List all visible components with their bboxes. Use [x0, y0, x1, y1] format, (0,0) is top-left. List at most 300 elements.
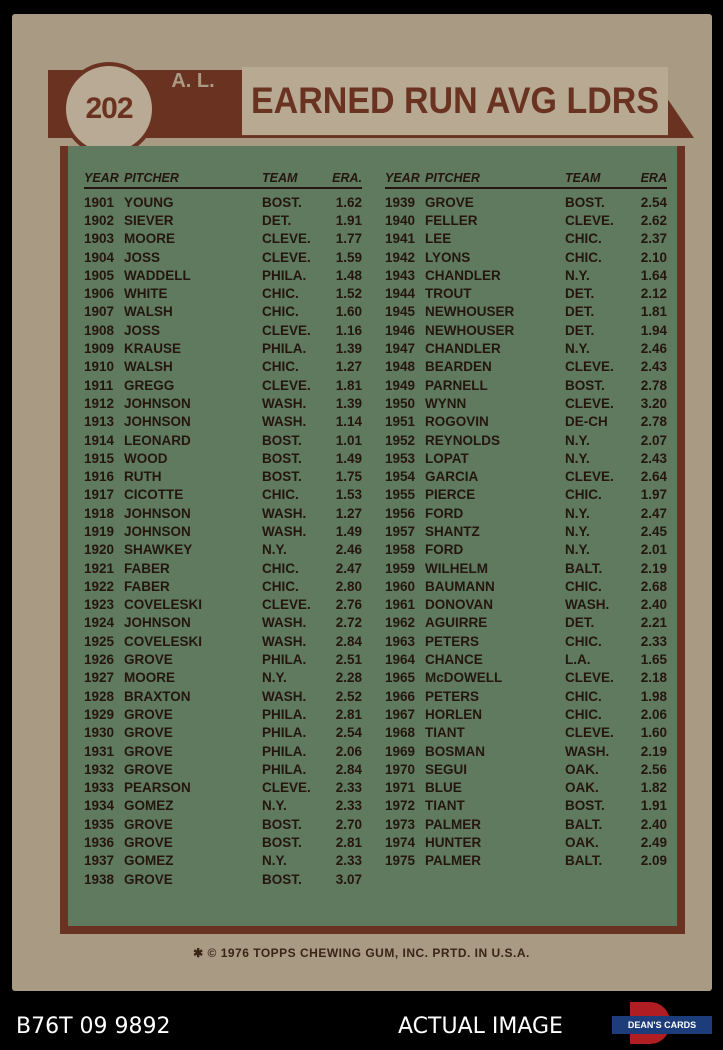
header-era: ERA.	[332, 171, 362, 185]
year-cell: 1909	[84, 341, 115, 357]
year-cell: 1975	[385, 853, 416, 869]
pitcher-cell: NEWHOUSER	[425, 322, 515, 338]
era-cell: 1.81	[335, 377, 362, 393]
pitcher-cell: GROVE	[124, 652, 173, 668]
pitcher-cell: TROUT	[425, 286, 472, 302]
pitcher-cell: KRAUSE	[124, 341, 182, 357]
team-cell: CLEVE.	[565, 725, 614, 741]
team-cell: BALT.	[565, 816, 603, 832]
era-cell: 2.37	[640, 231, 667, 247]
era-cell: 1.81	[640, 304, 667, 320]
pitcher-cell: BLUE	[425, 780, 462, 796]
year-cell: 1926	[84, 652, 115, 668]
era-cell: 2.21	[640, 615, 667, 631]
era-cell: 2.07	[640, 432, 667, 448]
year-cell: 1902	[84, 212, 115, 228]
pitcher-cell: GROVE	[124, 743, 173, 759]
team-cell: BOST.	[262, 450, 302, 466]
team-cell: DET.	[565, 286, 595, 302]
team-cell: OAK.	[565, 780, 599, 796]
pitcher-cell: JOSS	[124, 322, 161, 338]
year-cell: 1955	[385, 487, 416, 503]
table-row	[385, 797, 667, 815]
team-cell: N.Y.	[565, 523, 590, 539]
year-cell: 1954	[385, 469, 416, 485]
pitcher-cell: FABER	[124, 578, 170, 594]
table-row	[84, 852, 362, 870]
header-year: YEAR	[84, 171, 119, 185]
year-cell: 1951	[385, 414, 416, 430]
pitcher-cell: SIEVER	[124, 212, 174, 228]
era-cell: 1.75	[335, 469, 362, 485]
table-row	[84, 211, 362, 229]
pitcher-cell: GROVE	[425, 194, 474, 210]
era-cell: 1.48	[335, 267, 362, 283]
year-cell: 1944	[385, 286, 416, 302]
team-cell: CLEVE.	[262, 249, 311, 265]
era-cell: 1.14	[335, 414, 362, 430]
table-row	[385, 321, 667, 339]
year-cell: 1943	[385, 267, 416, 283]
table-row	[385, 632, 667, 650]
card-title: EARNED RUN AVG LDRS	[242, 67, 668, 135]
table-row	[84, 449, 362, 467]
year-cell: 1968	[385, 725, 416, 741]
team-cell: BALT.	[565, 853, 603, 869]
table-row	[385, 852, 667, 870]
era-cell: 2.68	[640, 578, 667, 594]
team-cell: OAK.	[565, 835, 599, 851]
era-cell: 2.81	[335, 706, 362, 722]
pitcher-cell: LOPAT	[425, 450, 469, 466]
pitcher-cell: WADDELL	[124, 267, 191, 283]
team-cell: WASH.	[262, 414, 307, 430]
table-row	[385, 614, 667, 632]
table-row	[84, 522, 362, 540]
team-cell: DE-CH	[565, 414, 608, 430]
pitcher-cell: GROVE	[124, 816, 173, 832]
table-row	[385, 284, 667, 302]
team-cell: N.Y.	[262, 670, 287, 686]
table-row	[84, 779, 362, 797]
table-row	[84, 559, 362, 577]
era-cell: 2.33	[335, 853, 362, 869]
actual-image-label: ACTUAL IMAGE	[398, 1014, 563, 1039]
pitcher-cell: TIANT	[425, 725, 465, 741]
team-cell: BOST.	[565, 798, 605, 814]
table-row	[385, 669, 667, 687]
era-cell: 2.28	[335, 670, 362, 686]
team-cell: DET.	[565, 322, 595, 338]
pitcher-cell: SHAWKEY	[124, 542, 193, 558]
year-cell: 1958	[385, 542, 416, 558]
table-row	[385, 577, 667, 595]
team-cell: CLEVE.	[565, 359, 614, 375]
team-cell: BOST.	[565, 194, 605, 210]
era-cell: 2.45	[640, 523, 667, 539]
pitcher-cell: GROVE	[124, 871, 173, 887]
team-cell: WASH.	[262, 615, 307, 631]
team-cell: WASH.	[262, 395, 307, 411]
table-row	[84, 742, 362, 760]
era-cell: 2.43	[640, 359, 667, 375]
year-cell: 1941	[385, 231, 416, 247]
team-cell: CHIC.	[262, 560, 299, 576]
table-row	[385, 687, 667, 705]
era-cell: 2.54	[640, 194, 667, 210]
table-row	[385, 339, 667, 357]
year-cell: 1906	[84, 286, 115, 302]
year-cell: 1959	[385, 560, 416, 576]
team-cell: CHIC.	[565, 249, 602, 265]
era-cell: 1.49	[335, 523, 362, 539]
team-cell: WASH.	[262, 633, 307, 649]
pitcher-cell: SEGUI	[425, 761, 468, 777]
team-cell: PHILA.	[262, 725, 307, 741]
team-cell: N.Y.	[565, 450, 590, 466]
year-cell: 1973	[385, 816, 416, 832]
era-cell: 2.19	[640, 560, 667, 576]
team-cell: N.Y.	[262, 798, 287, 814]
era-cell: 1.94	[640, 322, 667, 338]
table-row	[84, 230, 362, 248]
pitcher-cell: NEWHOUSER	[425, 304, 515, 320]
era-cell: 2.18	[640, 670, 667, 686]
year-cell: 1927	[84, 670, 115, 686]
era-cell: 2.84	[335, 633, 362, 649]
era-cell: 1.91	[335, 212, 362, 228]
era-cell: 1.52	[335, 286, 362, 302]
team-cell: DET.	[565, 615, 595, 631]
team-cell: CLEVE.	[262, 780, 311, 796]
table-header	[84, 170, 362, 189]
table-row	[385, 815, 667, 833]
era-cell: 2.06	[335, 743, 362, 759]
pitcher-cell: MOORE	[124, 670, 176, 686]
table-row	[84, 339, 362, 357]
copyright-line: ✱ © 1976 TOPPS CHEWING GUM, INC. PRTD. IN U.S.A.	[193, 946, 530, 960]
pitcher-cell: DONOVAN	[425, 597, 494, 613]
year-cell: 1939	[385, 194, 416, 210]
pitcher-cell: LEONARD	[124, 432, 191, 448]
stats-table-right	[385, 170, 667, 870]
year-cell: 1967	[385, 706, 416, 722]
team-cell: N.Y.	[565, 341, 590, 357]
table-header	[385, 170, 667, 189]
table-row	[385, 650, 667, 668]
era-cell: 2.46	[335, 542, 362, 558]
era-cell: 2.12	[640, 286, 667, 302]
team-cell: L.A.	[565, 652, 591, 668]
year-cell: 1915	[84, 450, 115, 466]
team-cell: CLEVE.	[565, 469, 614, 485]
era-cell: 1.49	[335, 450, 362, 466]
header-team: TEAM	[565, 171, 601, 185]
team-cell: PHILA.	[262, 743, 307, 759]
table-row	[84, 632, 362, 650]
year-cell: 1929	[84, 706, 115, 722]
pitcher-cell: GOMEZ	[124, 853, 174, 869]
table-row	[385, 431, 667, 449]
year-cell: 1974	[385, 835, 416, 851]
team-cell: CHIC.	[565, 633, 602, 649]
year-cell: 1930	[84, 725, 115, 741]
pitcher-cell: YOUNG	[124, 194, 174, 210]
era-cell: 2.10	[640, 249, 667, 265]
era-cell: 2.81	[335, 835, 362, 851]
year-cell: 1916	[84, 469, 115, 485]
team-cell: N.Y.	[262, 542, 287, 558]
header-team: TEAM	[262, 171, 298, 185]
era-cell: 2.52	[335, 688, 362, 704]
era-cell: 2.78	[640, 414, 667, 430]
league-mark: A. L.	[171, 70, 215, 92]
table-row	[84, 687, 362, 705]
era-cell: 2.72	[335, 615, 362, 631]
pitcher-cell: JOHNSON	[124, 523, 191, 539]
year-cell: 1924	[84, 615, 115, 631]
team-cell: CHIC.	[262, 359, 299, 375]
pitcher-cell: AGUIRRE	[425, 615, 488, 631]
team-cell: N.Y.	[262, 853, 287, 869]
pitcher-cell: GROVE	[124, 761, 173, 777]
header-year: YEAR	[385, 171, 420, 185]
era-cell: 1.27	[335, 505, 362, 521]
pitcher-cell: WHITE	[124, 286, 168, 302]
era-cell: 3.20	[640, 395, 667, 411]
era-cell: 2.33	[335, 780, 362, 796]
rows-right	[385, 193, 667, 870]
pitcher-cell: CHANCE	[425, 652, 483, 668]
year-cell: 1952	[385, 432, 416, 448]
year-cell: 1931	[84, 743, 115, 759]
team-cell: CHIC.	[262, 286, 299, 302]
pitcher-cell: COVELESKI	[124, 597, 203, 613]
year-cell: 1961	[385, 597, 416, 613]
pitcher-cell: RUTH	[124, 469, 162, 485]
pitcher-cell: SHANTZ	[425, 523, 480, 539]
era-cell: 2.33	[640, 633, 667, 649]
pitcher-cell: FELLER	[425, 212, 478, 228]
era-cell: 2.06	[640, 706, 667, 722]
team-cell: CHIC.	[565, 688, 602, 704]
year-cell: 1969	[385, 743, 416, 759]
team-cell: CLEVE.	[565, 212, 614, 228]
team-cell: CHIC.	[565, 578, 602, 594]
era-cell: 2.54	[335, 725, 362, 741]
era-cell: 2.49	[640, 835, 667, 851]
table-row	[84, 486, 362, 504]
pitcher-cell: LYONS	[425, 249, 471, 265]
year-cell: 1971	[385, 780, 416, 796]
era-cell: 2.01	[640, 542, 667, 558]
era-cell: 2.43	[640, 450, 667, 466]
year-cell: 1901	[84, 194, 115, 210]
era-cell: 2.19	[640, 743, 667, 759]
era-cell: 1.60	[640, 725, 667, 741]
era-cell: 2.33	[335, 798, 362, 814]
team-cell: CLEVE.	[262, 231, 311, 247]
table-row	[84, 577, 362, 595]
table-row	[84, 797, 362, 815]
year-cell: 1945	[385, 304, 416, 320]
team-cell: PHILA.	[262, 761, 307, 777]
table-row	[385, 596, 667, 614]
table-row	[84, 596, 362, 614]
pitcher-cell: GROVE	[124, 725, 173, 741]
pitcher-cell: ROGOVIN	[425, 414, 489, 430]
year-cell: 1942	[385, 249, 416, 265]
era-cell: 1.39	[335, 341, 362, 357]
pitcher-cell: JOHNSON	[124, 395, 191, 411]
table-row	[385, 193, 667, 211]
era-cell: 2.78	[640, 377, 667, 393]
year-cell: 1962	[385, 615, 416, 631]
year-cell: 1972	[385, 798, 416, 814]
team-cell: PHILA.	[262, 706, 307, 722]
table-row	[84, 394, 362, 412]
year-cell: 1922	[84, 578, 115, 594]
year-cell: 1903	[84, 231, 115, 247]
era-cell: 1.62	[335, 194, 362, 210]
team-cell: WASH.	[262, 688, 307, 704]
table-row	[84, 870, 362, 888]
pitcher-cell: CHANDLER	[425, 341, 501, 357]
year-cell: 1933	[84, 780, 115, 796]
era-cell: 1.98	[640, 688, 667, 704]
era-cell: 2.47	[335, 560, 362, 576]
era-cell: 2.56	[640, 761, 667, 777]
team-cell: WASH.	[262, 505, 307, 521]
era-cell: 1.77	[335, 231, 362, 247]
team-cell: CHIC.	[262, 578, 299, 594]
table-row	[84, 321, 362, 339]
pitcher-cell: BOSMAN	[425, 743, 485, 759]
team-cell: PHILA.	[262, 341, 307, 357]
team-cell: OAK.	[565, 761, 599, 777]
table-row	[84, 284, 362, 302]
team-cell: WASH.	[565, 597, 610, 613]
era-cell: 2.64	[640, 469, 667, 485]
year-cell: 1947	[385, 341, 416, 357]
table-row	[84, 358, 362, 376]
year-cell: 1920	[84, 542, 115, 558]
table-row	[385, 413, 667, 431]
table-row	[84, 815, 362, 833]
team-cell: WASH.	[565, 743, 610, 759]
header-pitcher: PITCHER	[124, 171, 179, 185]
pitcher-cell: GROVE	[124, 835, 173, 851]
table-row	[84, 266, 362, 284]
table-row	[385, 760, 667, 778]
year-cell: 1950	[385, 395, 416, 411]
year-cell: 1949	[385, 377, 416, 393]
team-cell: CHIC.	[262, 304, 299, 320]
team-cell: DET.	[565, 304, 595, 320]
pitcher-cell: TIANT	[425, 798, 465, 814]
era-cell: 2.70	[335, 816, 362, 832]
era-cell: 2.76	[335, 597, 362, 613]
era-cell: 2.40	[640, 816, 667, 832]
team-cell: BOST.	[262, 469, 302, 485]
team-cell: DET.	[262, 212, 292, 228]
team-cell: BOST.	[262, 835, 302, 851]
pitcher-cell: JOSS	[124, 249, 161, 265]
era-cell: 2.40	[640, 597, 667, 613]
era-cell: 1.60	[335, 304, 362, 320]
pitcher-cell: FABER	[124, 560, 170, 576]
table-row	[84, 705, 362, 723]
team-cell: N.Y.	[565, 505, 590, 521]
table-row	[84, 833, 362, 851]
pitcher-cell: PIERCE	[425, 487, 476, 503]
table-row	[385, 230, 667, 248]
era-cell: 1.01	[335, 432, 362, 448]
year-cell: 1912	[84, 395, 115, 411]
table-row	[385, 779, 667, 797]
year-cell: 1953	[385, 450, 416, 466]
table-row	[84, 724, 362, 742]
team-cell: BALT.	[565, 560, 603, 576]
inventory-sku: B76T 09 9892	[16, 1014, 171, 1039]
table-row	[84, 504, 362, 522]
team-cell: CLEVE.	[565, 670, 614, 686]
year-cell: 1937	[84, 853, 115, 869]
pitcher-cell: CHANDLER	[425, 267, 501, 283]
year-cell: 1964	[385, 652, 416, 668]
team-cell: PHILA.	[262, 267, 307, 283]
table-row	[385, 248, 667, 266]
pitcher-cell: CICOTTE	[124, 487, 184, 503]
team-cell: CHIC.	[565, 487, 602, 503]
table-row	[84, 467, 362, 485]
team-cell: CLEVE.	[262, 377, 311, 393]
era-cell: 2.62	[640, 212, 667, 228]
pitcher-cell: PALMER	[425, 816, 481, 832]
table-row	[84, 614, 362, 632]
pitcher-cell: PEARSON	[124, 780, 191, 796]
table-row	[385, 358, 667, 376]
pitcher-cell: BAUMANN	[425, 578, 495, 594]
pitcher-cell: JOHNSON	[124, 505, 191, 521]
pitcher-cell: HUNTER	[425, 835, 482, 851]
era-cell: 1.53	[335, 487, 362, 503]
era-cell: 2.84	[335, 761, 362, 777]
card-number: 202	[62, 62, 156, 156]
table-row	[385, 266, 667, 284]
era-cell: 2.46	[640, 341, 667, 357]
pitcher-cell: LEE	[425, 231, 452, 247]
era-cell: 2.51	[335, 652, 362, 668]
team-cell: BOST.	[565, 377, 605, 393]
year-cell: 1921	[84, 560, 115, 576]
team-cell: BOST.	[262, 194, 302, 210]
pitcher-cell: HORLEN	[425, 706, 482, 722]
year-cell: 1923	[84, 597, 115, 613]
year-cell: 1965	[385, 670, 416, 686]
table-row	[385, 724, 667, 742]
table-row	[385, 559, 667, 577]
year-cell: 1940	[385, 212, 416, 228]
header-pitcher: PITCHER	[425, 171, 480, 185]
year-cell: 1936	[84, 835, 115, 851]
table-row	[84, 541, 362, 559]
year-cell: 1946	[385, 322, 416, 338]
pitcher-cell: BRAXTON	[124, 688, 191, 704]
pitcher-cell: PALMER	[425, 853, 481, 869]
pitcher-cell: PARNELL	[425, 377, 488, 393]
pitcher-cell: COVELESKI	[124, 633, 203, 649]
